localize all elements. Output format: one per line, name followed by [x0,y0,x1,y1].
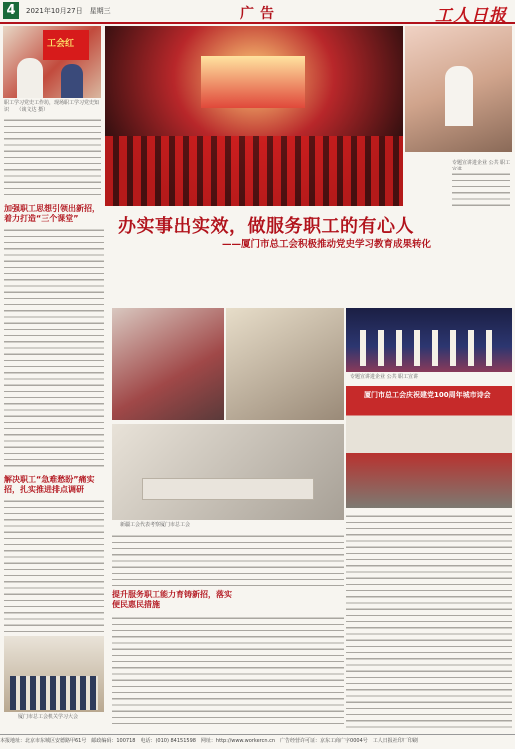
photo-meeting [4,636,104,712]
subhead-3: 提升服务职工能力育铸新招，落实便民惠民措施 [112,590,232,609]
deck-subtitle: ——厦门市总工会积极推动党史学习教育成果转化 [222,239,432,250]
photo-caption: 厦门市总工会机关学习大会 [18,714,79,720]
photo-caption: 专题宣讲进企业 公共 职工 [452,160,511,166]
photo-seminar [112,424,344,520]
table-graphic [142,478,314,500]
photo-dance [346,308,512,372]
article-body-center-2 [112,614,344,729]
page-number: 4 [3,2,19,19]
subhead-1: 加强职工思想引领出新招，着力打造“三个课堂” [4,204,100,223]
photo-visit-a [112,308,224,420]
article-body-right [346,512,512,729]
photo-run [346,386,512,508]
photo-workshop [3,26,101,98]
photo-lecture [405,26,512,152]
photo-caption: 新疆工会代表考察厦门市总工会 [120,522,191,528]
newspaper-logo: 工人日报 [435,6,507,26]
article-body-center [112,532,344,586]
person-silhouette [17,58,43,98]
issue-date: 2021年10月27日 星期三 [26,7,111,15]
footer-bar: 本报地址：北京市东城区安德路甲61号 邮政编码：100718 电话：(010) 84151598 网址：http://www.workercn.cn 广告经营许可证：京东工商广字0004号 工人日报社印厂印刷 [0,734,515,749]
photo-stage-concert [105,26,403,206]
photo-caption: 职工学习党史工作坊，现场职工学习党史知识 （谈文达 摄） [4,100,100,113]
performers [360,330,498,366]
audience-rows [10,676,98,710]
flag-text: 工会红 [47,39,75,49]
photo-caption: 专题宣讲进企业 公共 职工宣讲 [350,374,419,380]
person-silhouette [61,64,83,98]
article-body-left [4,226,104,471]
article-body-left-2 [4,497,104,632]
main-headline: 办实事出实效，做服务职工的有心人 [118,216,414,237]
subhead-2: 解决职工“急难愁盼”痛实招，扎实推进排点调研 [4,475,95,494]
crowd-flags [105,136,403,206]
photo-visit-b [226,308,344,420]
podium-person [445,66,473,126]
section-title: 广告 [240,6,280,22]
intro-paragraph [4,116,101,200]
side-column-text [452,170,510,206]
run-banner: 厦门市总工会庆祝建党100周年城市诗会 [364,391,491,399]
stage-screen [201,56,305,108]
